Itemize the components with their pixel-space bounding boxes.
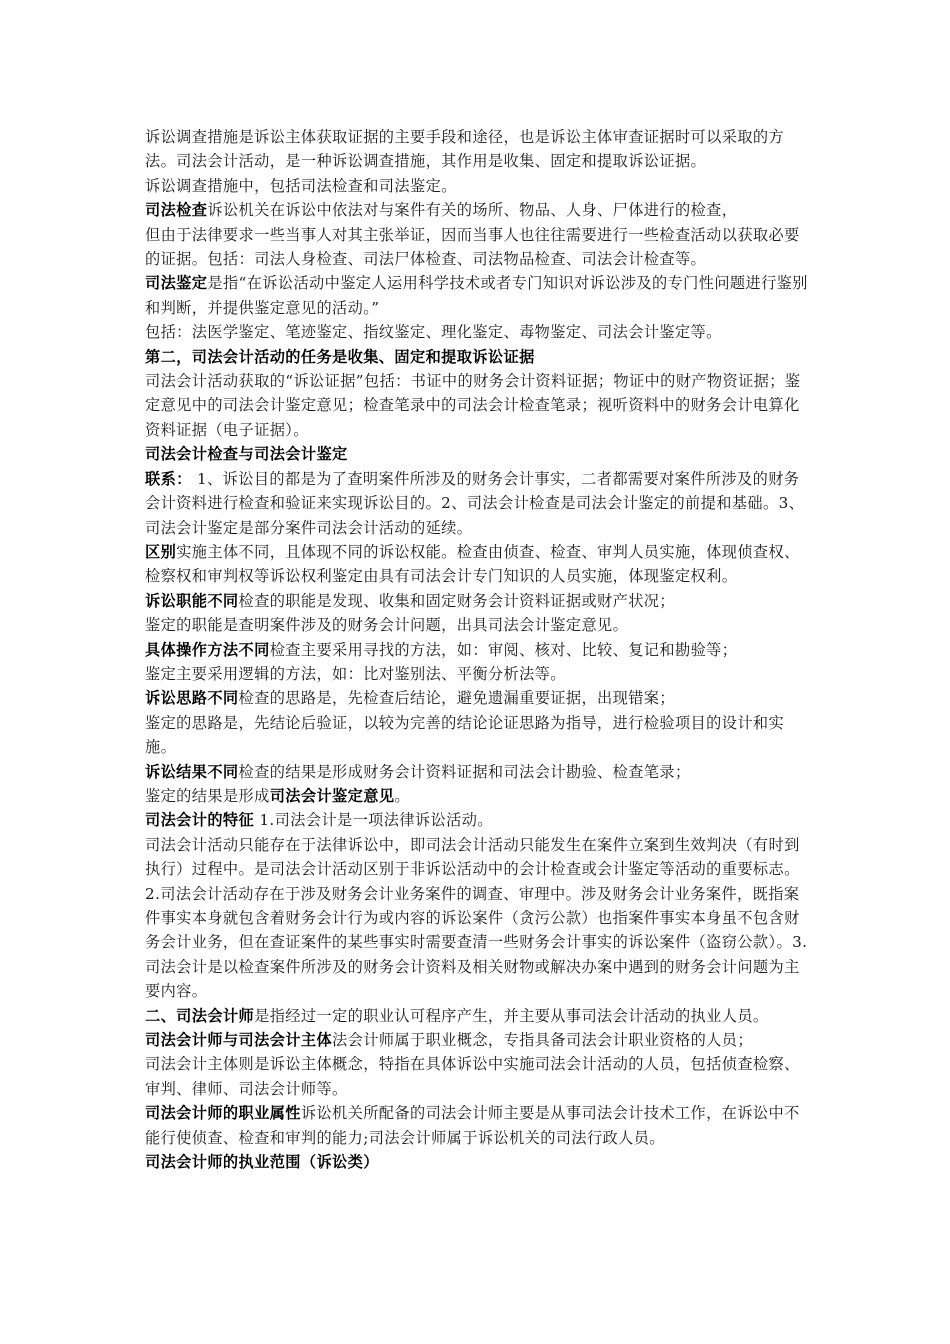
body-text: 但由于法律要求一些当事人对其主张举证，因而当事人也往往需要进行一些检查活动以获取必要的证据。包括：司法人身检查、司法尸体检查、司法物品检查、司法会计检查等。	[145, 225, 800, 269]
bold-heading-text: 第二，司法会计活动的任务是收集、固定和提取诉讼证据	[145, 347, 535, 366]
bold-heading-text: 区别	[145, 542, 177, 561]
body-text: 诉讼调查措施中，包括司法检查和司法鉴定。	[145, 176, 457, 195]
bold-heading-text: 诉讼思路不同	[145, 689, 239, 708]
body-text: 1.司法会计是一项法律诉讼活动。	[254, 811, 493, 830]
paragraph	[145, 1028, 810, 1052]
body-text: 司法会计活动只能存在于法律诉讼中，即司法会计活动只能发生在案件立案到生效判决（有时到执行）过程中。是司法会计活动区别于非诉讼活动中的会计检查或会计鉴定等活动的重要标志。2.司法会计活动存在于涉及财务会计业务案件的调查、审理中。涉及财务会计业务案件，既指案件事实本身就包含着财务会计行为或内容的诉讼案件（贪污公款）也指案件事实本身虽不包含财务会计业务，但在查证案件的某些事实时需要查清一些财务会计事实的诉讼案件（盗窃公款）。3.司法会计是以检查案件所涉及的财务会计资料及相关财物或解决办案中遇到的财务会计问题为主要内容。	[145, 835, 808, 1001]
bold-heading-text: 司法会计的特征	[145, 811, 255, 830]
body-text: 是指“在诉讼活动中鉴定人运用科学技术或者专门知识对诉讼涉及的专门性问题进行鉴别和判断，并提供鉴定意见的活动。”	[145, 274, 808, 317]
body-text: 司法会计活动获取的“诉讼证据”包括：书证中的财务会计资料证据；物证中的财产物资证据；鉴定意见中的司法会计鉴定意见；检查笔录中的司法会计检查笔录；视听资料中的财务会计电算化资料证据（电子证据）。	[145, 372, 801, 439]
paragraph	[145, 271, 810, 320]
paragraph	[145, 125, 810, 174]
paragraph	[145, 442, 810, 466]
paragraph	[145, 320, 810, 344]
bold-heading-text: 司法会计师与司法会计主体	[145, 1031, 333, 1050]
body-text: 。	[394, 786, 410, 805]
paragraph	[145, 1101, 810, 1150]
body-text: 检查的思路是，先检查后结论，避免遗漏重要证据，出现错案；	[238, 689, 675, 708]
bold-heading-text: 司法会计鉴定意见	[269, 786, 395, 805]
paragraph	[145, 1052, 810, 1101]
paragraph	[145, 638, 810, 662]
bold-heading-text: 具体操作方法不同	[145, 640, 270, 659]
paragraph	[145, 784, 810, 808]
paragraph	[145, 613, 810, 637]
body-text: 鉴定的职能是查明案件涉及的财务会计问题，出具司法会计鉴定意见。	[145, 616, 629, 635]
body-text: 诉讼机关在诉讼中依法对与案件有关的场所、物品、人身、尸体进行的检查，	[207, 201, 738, 220]
bold-heading-text: 司法会计检查与司法会计鉴定	[145, 445, 348, 464]
bold-heading-text: 诉讼职能不同	[145, 591, 239, 610]
bold-heading-text: 二、司法会计师	[145, 1006, 255, 1025]
bold-heading-text: 司法检查	[145, 201, 208, 220]
paragraph	[145, 760, 810, 784]
body-text: 鉴定的结果是形成	[145, 786, 270, 805]
paragraph	[145, 369, 810, 442]
body-text: 1、诉讼目的都是为了查明案件所涉及的财务会计事实，二者都需要对案件所涉及的财务会计资料进行检查和验证来实现诉讼目的。2、司法会计检查是司法会计鉴定的前提和基础。3、司法会计鉴定是部分案件司法会计活动的延续。	[145, 469, 805, 537]
body-text: 鉴定的思路是，先结论后验证，以较为完善的结论论证思路为指导，进行检验项目的设计和实施。	[145, 713, 785, 757]
bold-heading-text: 诉讼结果不同	[145, 762, 239, 781]
paragraph	[145, 808, 810, 832]
document-body	[145, 125, 810, 1174]
body-text: 诉讼调查措施是诉讼主体获取证据的主要手段和途径，也是诉讼主体审查证据时可以采取的方法。司法会计活动，是一种诉讼调查措施，其作用是收集、固定和提取诉讼证据。	[145, 128, 785, 171]
body-text: 包括：法医学鉴定、笔迹鉴定、指纹鉴定、理化鉴定、毒物鉴定、司法会计鉴定等。	[145, 323, 722, 342]
body-text: 鉴定主要采用逻辑的方法，如：比对鉴别法、平衡分析法等。	[145, 664, 566, 683]
paragraph	[145, 174, 810, 198]
paragraph	[145, 1004, 810, 1028]
body-text: 检查主要采用寻找的方法，如：审阅、核对、比较、复记和勘验等；	[269, 640, 738, 659]
paragraph	[145, 711, 810, 760]
bold-heading-text: 司法会计师的职业属性	[145, 1104, 301, 1123]
body-text: 诉讼机关所配备的司法会计师主要是从事司法会计技术工作，在诉讼中不能行使侦查、检查和审判的能力;司法会计师属于诉讼机关的司法行政人员。	[145, 1104, 800, 1147]
paragraph	[145, 540, 810, 589]
bold-heading-text: 司法会计师的执业范围（诉讼类）	[145, 1153, 379, 1172]
paragraph	[145, 345, 810, 369]
paragraph	[145, 686, 810, 710]
bold-heading-text: 司法鉴定	[145, 274, 208, 293]
body-text: 检查的职能是发现、收集和固定财务会计资料证据或财产状况；	[238, 591, 675, 610]
body-text: 实施主体不同，且体现不同的诉讼权能。检查由侦查、检查、审判人员实施，体现侦查权、检察权和审判权等诉讼权利鉴定由具有司法会计专门知识的人员实施，体现鉴定权利。	[145, 542, 800, 586]
body-text: 法会计师属于职业概念，专指具备司法会计职业资格的人员；	[332, 1031, 753, 1050]
bold-heading-text: 联系：	[145, 469, 192, 488]
body-text: 司法会计主体则是诉讼主体概念，特指在具体诉讼中实施司法会计活动的人员，包括侦查检察、审判、律师、司法会计师等。	[145, 1055, 800, 1098]
paragraph	[145, 1150, 810, 1174]
body-text: 检查的结果是形成财务会计资料证据和司法会计勘验、检查笔录；	[238, 762, 691, 781]
paragraph	[145, 589, 810, 613]
body-text: 是指经过一定的职业认可程序产生，并主要从事司法会计活动的执业人员。	[254, 1006, 769, 1025]
paragraph	[145, 223, 810, 272]
paragraph	[145, 467, 810, 540]
paragraph	[145, 662, 810, 686]
paragraph	[145, 833, 810, 1004]
paragraph	[145, 198, 810, 222]
